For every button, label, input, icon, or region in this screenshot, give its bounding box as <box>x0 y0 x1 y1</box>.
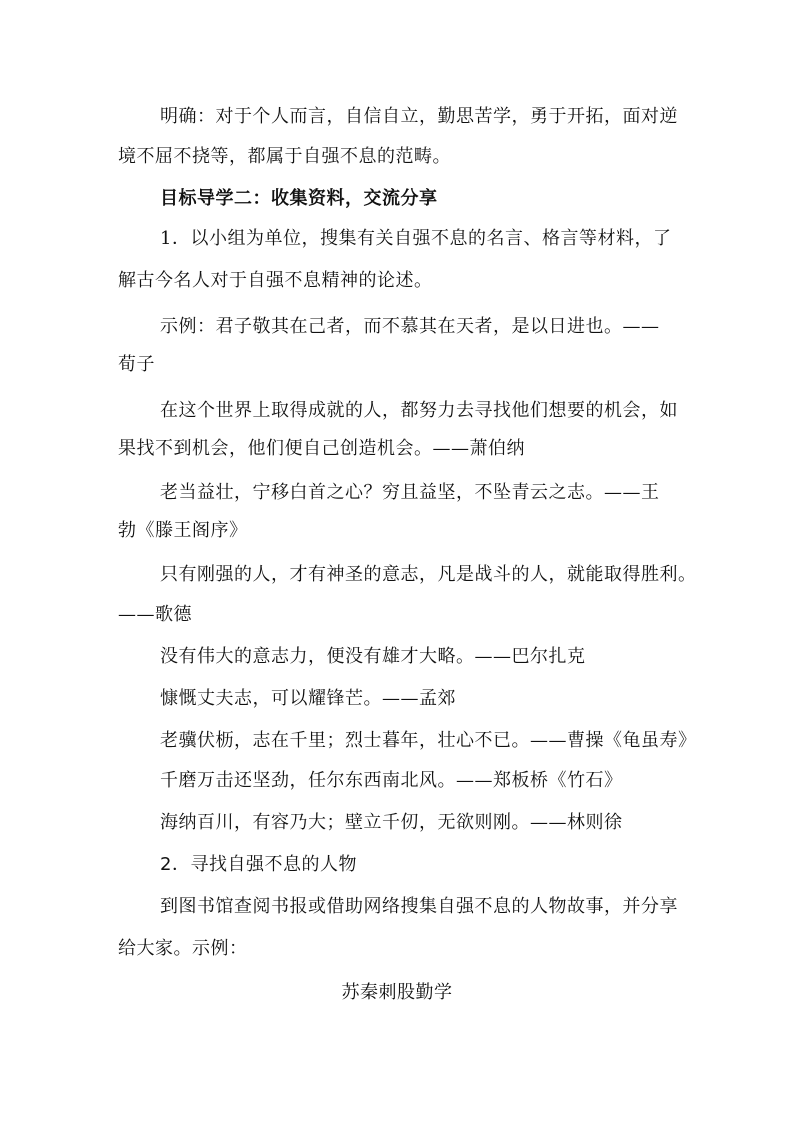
quote-mengjiao: 慷慨丈夫志，可以耀锋芒。——孟郊 <box>160 688 456 709</box>
clarify-line-1: 明确：对于个人而言，自信自立，勤思苦学，勇于开拓，面对逆 <box>160 106 678 127</box>
item2-line-1: 到图书馆查阅书报或借助网络搜集自强不息的人物故事，并分享 <box>160 896 678 917</box>
quote-caocao: 老骥伏枥，志在千里；烈士暮年，壮心不已。——曹操《龟虽寿》 <box>160 730 697 751</box>
quote-xunzi-line-2: 荀子 <box>118 354 155 375</box>
quote-zhengbanqiao: 千磨万击还坚劲，任尔东西南北风。——郑板桥《竹石》 <box>160 770 623 791</box>
item1-line-1: 1．以小组为单位，搜集有关自强不息的名言、格言等材料，了 <box>160 228 672 249</box>
quote-goethe-line-1: 只有刚强的人，才有神圣的意志，凡是战斗的人，就能取得胜利。 <box>160 564 697 585</box>
quote-wangbo-line-2: 勃《滕王阁序》 <box>118 520 248 541</box>
section-heading: 目标导学二：收集资料，交流分享 <box>160 188 438 209</box>
story-title: 苏秦刺股勤学 <box>341 982 453 1003</box>
quote-linzexu: 海纳百川，有容乃大；壁立千仞，无欲则刚。——林则徐 <box>160 812 623 833</box>
quote-shaw-line-2: 果找不到机会，他们便自己创造机会。——萧伯纳 <box>118 438 525 459</box>
item2-title: 2．寻找自强不息的人物 <box>160 854 357 875</box>
quote-shaw-line-1: 在这个世界上取得成就的人，都努力去寻找他们想要的机会，如 <box>160 400 678 421</box>
quote-balzac: 没有伟大的意志力，便没有雄才大略。——巴尔扎克 <box>160 646 586 667</box>
item2-line-2: 给大家。示例： <box>118 938 248 959</box>
quote-xunzi-line-1: 示例：君子敬其在己者，而不慕其在天者，是以日进也。—— <box>160 316 660 337</box>
quote-goethe-line-2: ——歌德 <box>118 604 192 625</box>
clarify-line-2: 境不屈不挠等，都属于自强不息的范畴。 <box>118 146 451 167</box>
item1-line-2: 解古今名人对于自强不息精神的论述。 <box>118 270 433 291</box>
quote-wangbo-line-1: 老当益壮，宁移白首之心？穷且益坚，不坠青云之志。——王 <box>160 482 660 503</box>
